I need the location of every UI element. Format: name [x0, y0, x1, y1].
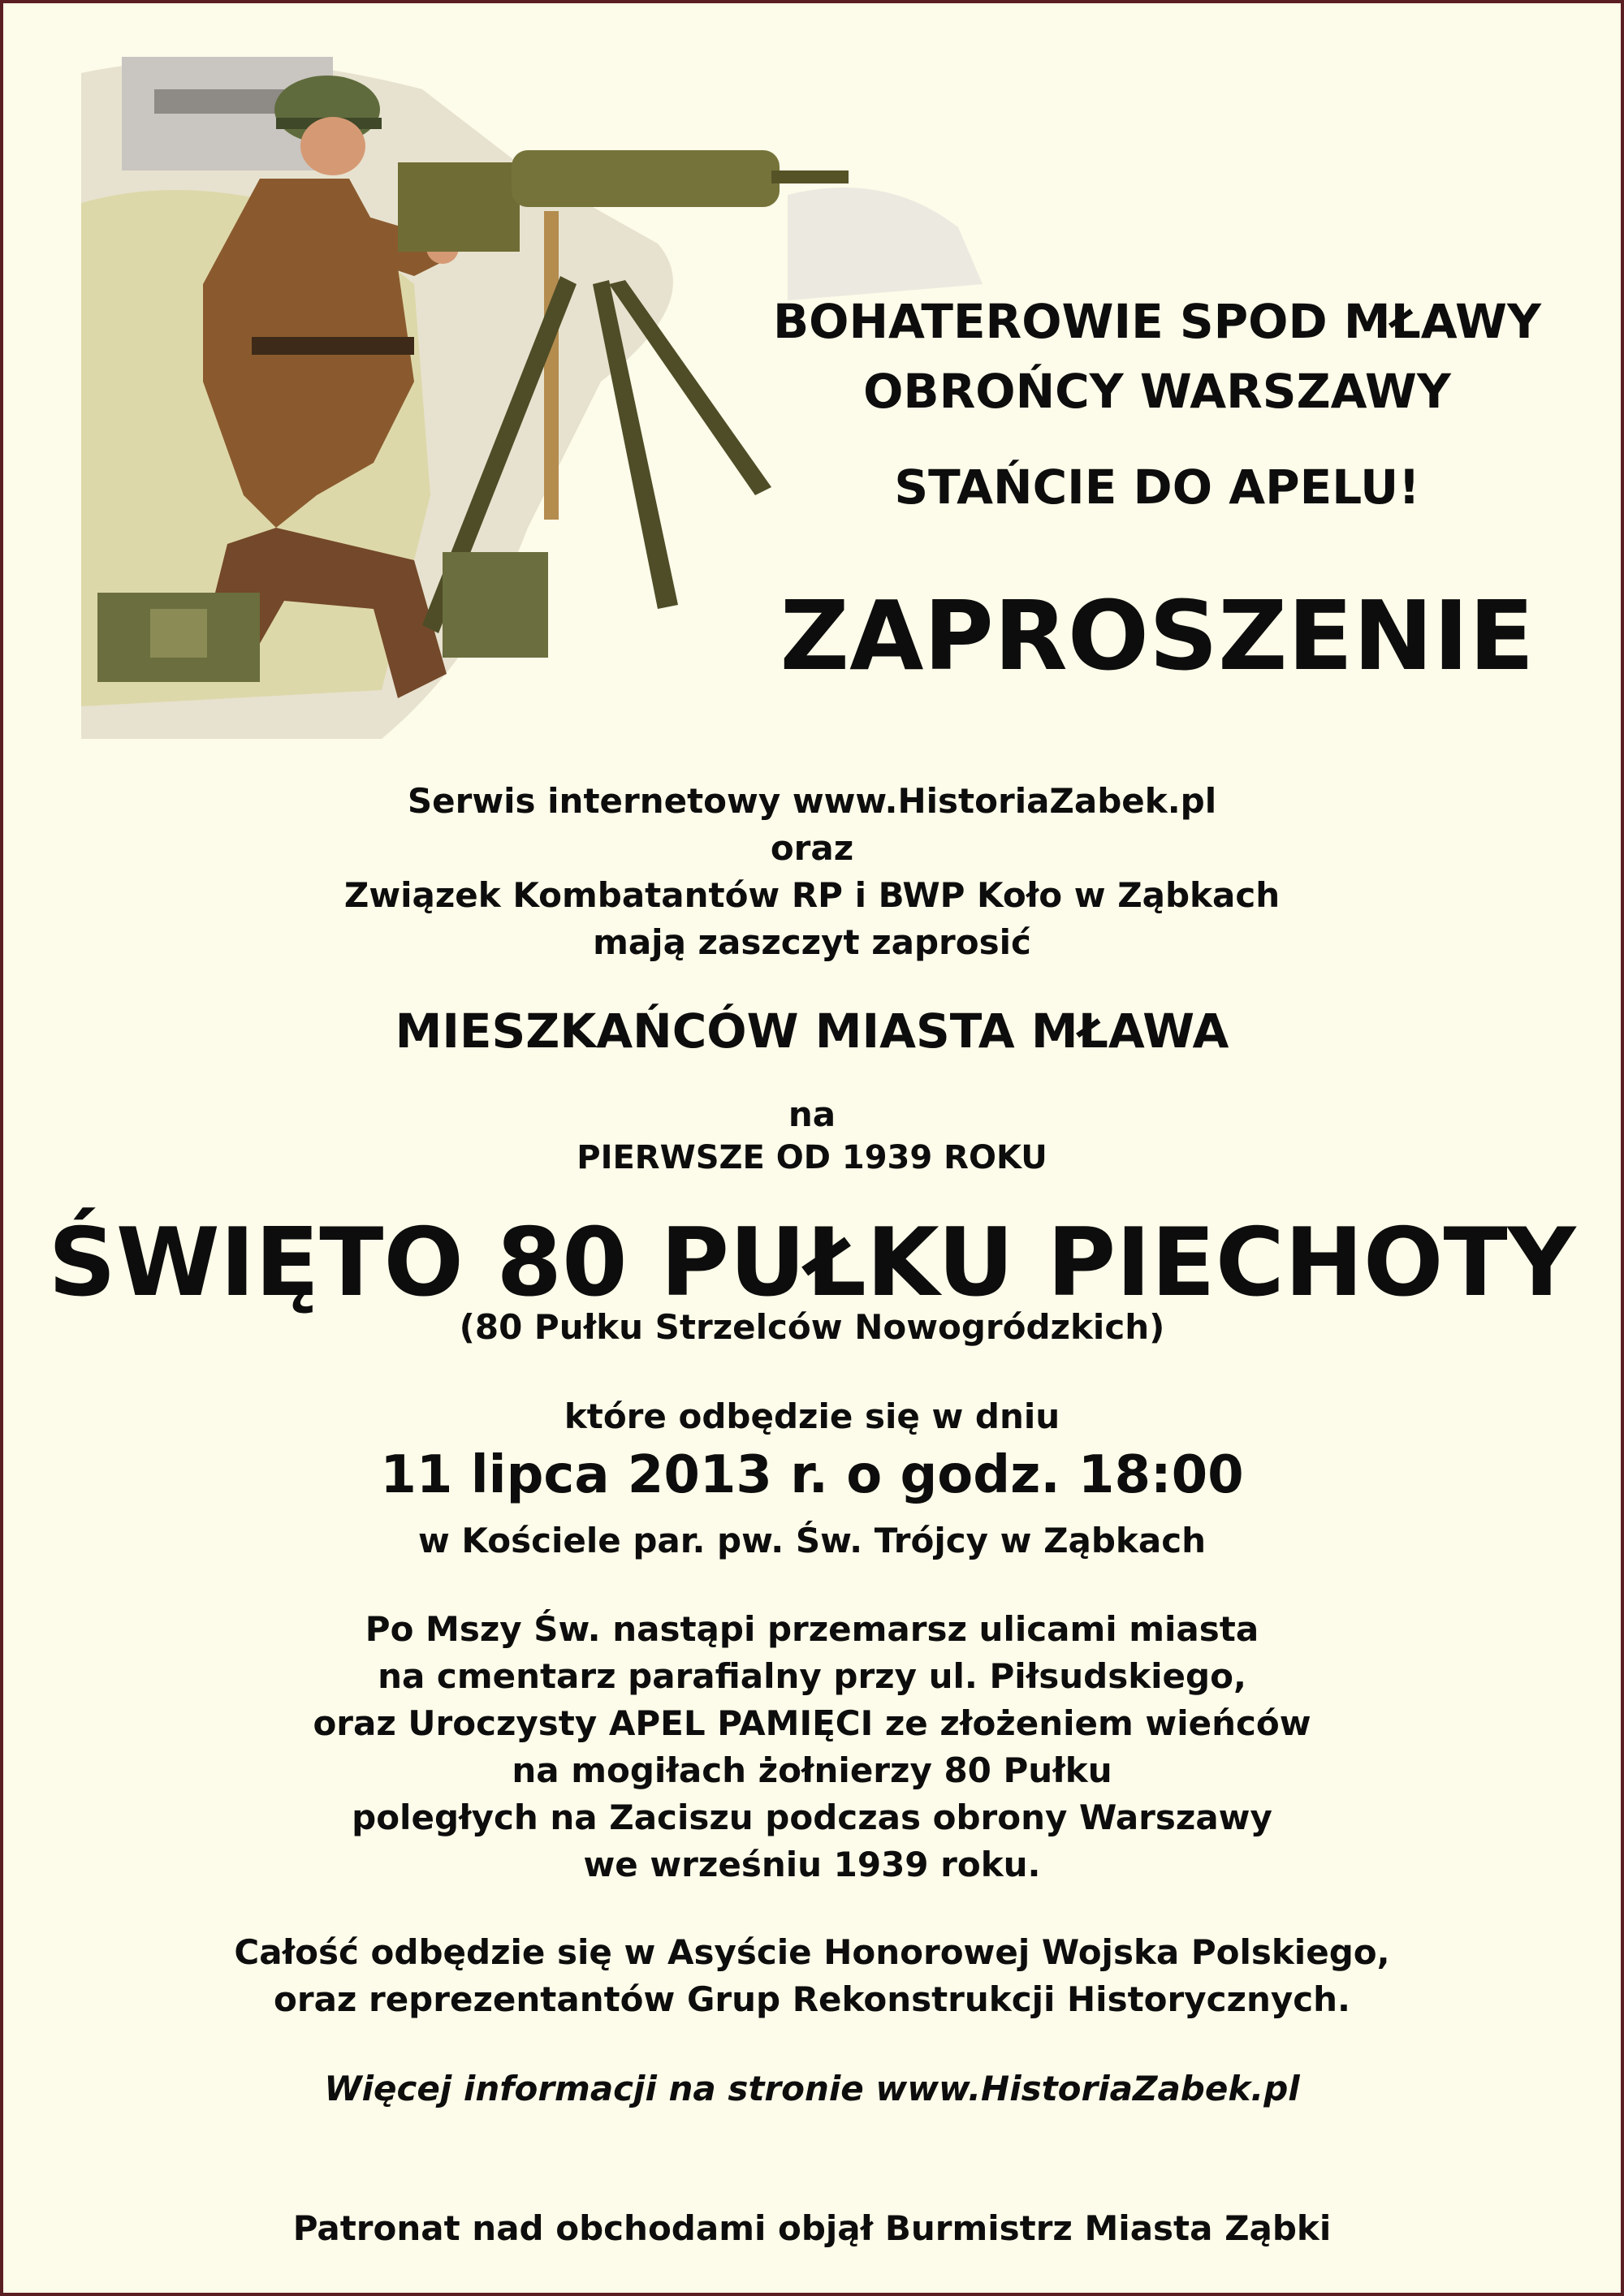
event-date: 11 lipca 2013 r. o godz. 18:00: [380, 1445, 1244, 1505]
event-place: w Kościele par. pw. Św. Trójcy w Ząbkach: [417, 1521, 1207, 1560]
recipients: MIESZKAŃCÓW MIASTA MŁAWA: [395, 1003, 1229, 1059]
intro-line: mają zaszczyt zaprosić: [593, 922, 1031, 962]
event-subtitle: (80 Pułku Strzelców Nowogródzkich): [459, 1307, 1165, 1347]
closing-line: Całość odbędzie się w Asyście Honorowej Wojska Polskiego,: [234, 1932, 1390, 1972]
patronage-text: Patronat nad obchodami objął Burmistrz Miasta Ząbki: [292, 2208, 1332, 2248]
header-line-2: OBROŃCY WARSZAWY: [863, 364, 1451, 419]
more-info-link: Więcej informacji na stronie www.HistoriaZabek.pl: [324, 2069, 1300, 2108]
program-line: Po Mszy Św. nastąpi przemarsz ulicami miasta: [365, 1609, 1259, 1649]
intro-line: oraz: [770, 828, 854, 868]
header-line-3: STAŃCIE DO APELU!: [894, 460, 1420, 515]
program-line: we wrześniu 1939 roku.: [583, 1845, 1041, 1884]
program-line: na cmentarz parafialny przy ul. Piłsudskiego,: [378, 1656, 1246, 1696]
closing-line: oraz reprezentantów Grup Rekonstrukcji Historycznych.: [274, 1979, 1350, 2019]
header-line-1: BOHATEROWIE SPOD MŁAWY: [772, 294, 1542, 349]
when-label: które odbędzie się w dniu: [564, 1396, 1060, 1436]
invitation-title: ZAPROSZENIE: [780, 580, 1535, 692]
intro-line: Związek Kombatantów RP i BWP Koło w Ząbkach: [343, 875, 1281, 915]
program-line: na mogiłach żołnierzy 80 Pułku: [512, 1750, 1112, 1790]
program-line: poległych na Zaciszu podczas obrony Warszawy: [352, 1798, 1272, 1837]
intro-line: Serwis internetowy www.HistoriaZabek.pl: [407, 781, 1217, 821]
na-text: na: [788, 1094, 836, 1134]
event-title: ŚWIĘTO 80 PUŁKU PIECHOTY: [48, 1208, 1576, 1318]
program-line: oraz Uroczysty APEL PAMIĘCI ze złożeniem wieńców: [313, 1703, 1311, 1743]
first-since-text: PIERWSZE OD 1939 ROKU: [577, 1139, 1047, 1176]
